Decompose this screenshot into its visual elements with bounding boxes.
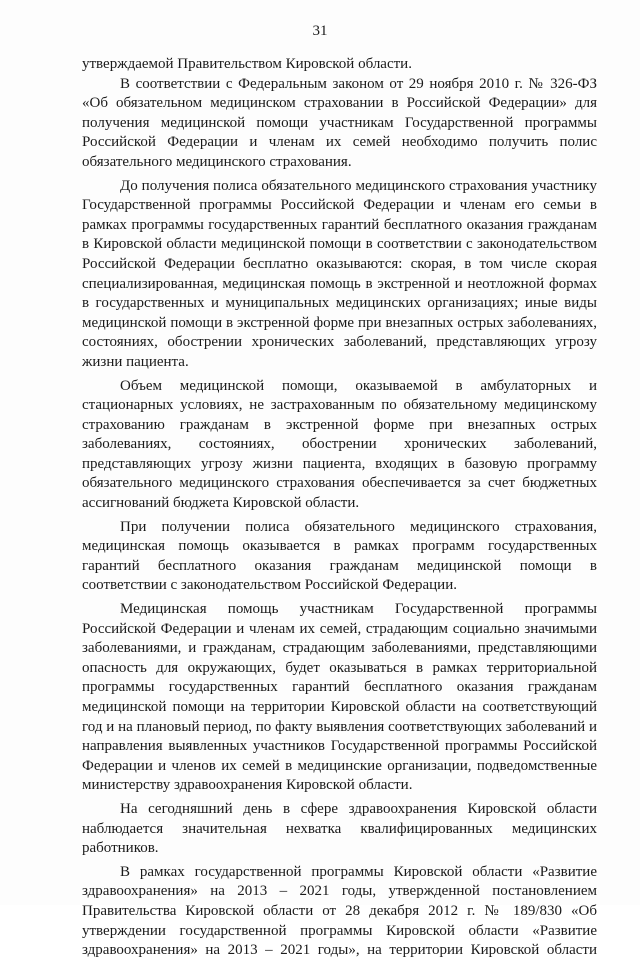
paragraph-continuation: утверждаемой Правительством Кировской области. [82, 56, 412, 72]
paragraph-uninsured-care: Объем медицинской помощи, оказываемой в амбулаторных и стационарных условиях, не застрахованным по обязательному медицинскому страхованию гражданам в экстренной форме при внезапных острых заболеваниях, состояниях, обострении хронических заболеваний, представляющих угрозу жизни пациента, входящих в базовую программу обязательного медицинского страхования обеспечивается за счет бюджетных ассигнований бюджета Кировской области. [82, 377, 597, 512]
paragraph-state-program: В рамках государственной программы Кировской области «Развитие здравоохранения» на 2013 – 2021 годы, утвержденной постановлением Правительства Кировской области от 28 декабря 2012 г. № 189/830 «Об утверждении государственной программы Кировской области «Развитие здравоохранения» на 2013 – 2021 годы», на территории Кировской области [82, 863, 597, 959]
paragraph-before-policy: До получения полиса обязательного медицинского страхования участнику Государственной программы Российской Федерации и членам его семьи в рамках программы государственных гарантий бесплатного оказания гражданам в Кировской области медицинской помощи в соответствии с законодательством Российской Федерации бесплатно оказываются: скорая, в том числе скорая специализированная, медицинская помощь в экстренной и неотложной формах в государственных и муниципальных медицинских организациях; иные виды медицинской помощи в экстренной форме при внезапных острых заболеваниях, состояниях, обострении хронических заболеваний, представляющих угрозу жизни пациента. [82, 177, 597, 370]
paragraph-socially-significant: Медицинская помощь участникам Государственной программы Российской Федерации и членам их семей, страдающим социально значимыми заболеваниями, и гражданам, страдающим заболеваниями, представляющими опасность для окружающих, будет оказываться в рамках территориальной программы государственных гарантий бесплатного оказания гражданам медицинской помощи на территории Кировской области на соответствующий год и на плановый период, по факту выявления соответствующих заболеваний и направления выявленных участников Государственной программы Российской Федерации и членов их семей в медицинские организации, подведомственные министерству здравоохранения Кировской области. [82, 601, 597, 794]
paragraph-after-policy: При получении полиса обязательного медицинского страхования, медицинская помощь оказывается в рамках программ государственных гарантий бесплатного оказания гражданам медицинской помощи в соответствии с законодательством Российской Федерации. [82, 518, 597, 594]
paragraph-staff-shortage: На сегодняшний день в сфере здравоохранения Кировской области наблюдается значительная нехватка квалифицированных медицинских работников. [82, 800, 597, 857]
document-body [82, 55, 597, 961]
paragraph-federal-law: В соответствии с Федеральным законом от 29 ноября 2010 г. № 326-ФЗ «Об обязательном медицинском страховании в Российской Федерации» для получения медицинской помощи участникам Государственной программы Российской Федерации и членам их семей необходимо получить полис обязательного медицинского страхования. [82, 75, 597, 170]
page-number: 31 [312, 23, 328, 39]
